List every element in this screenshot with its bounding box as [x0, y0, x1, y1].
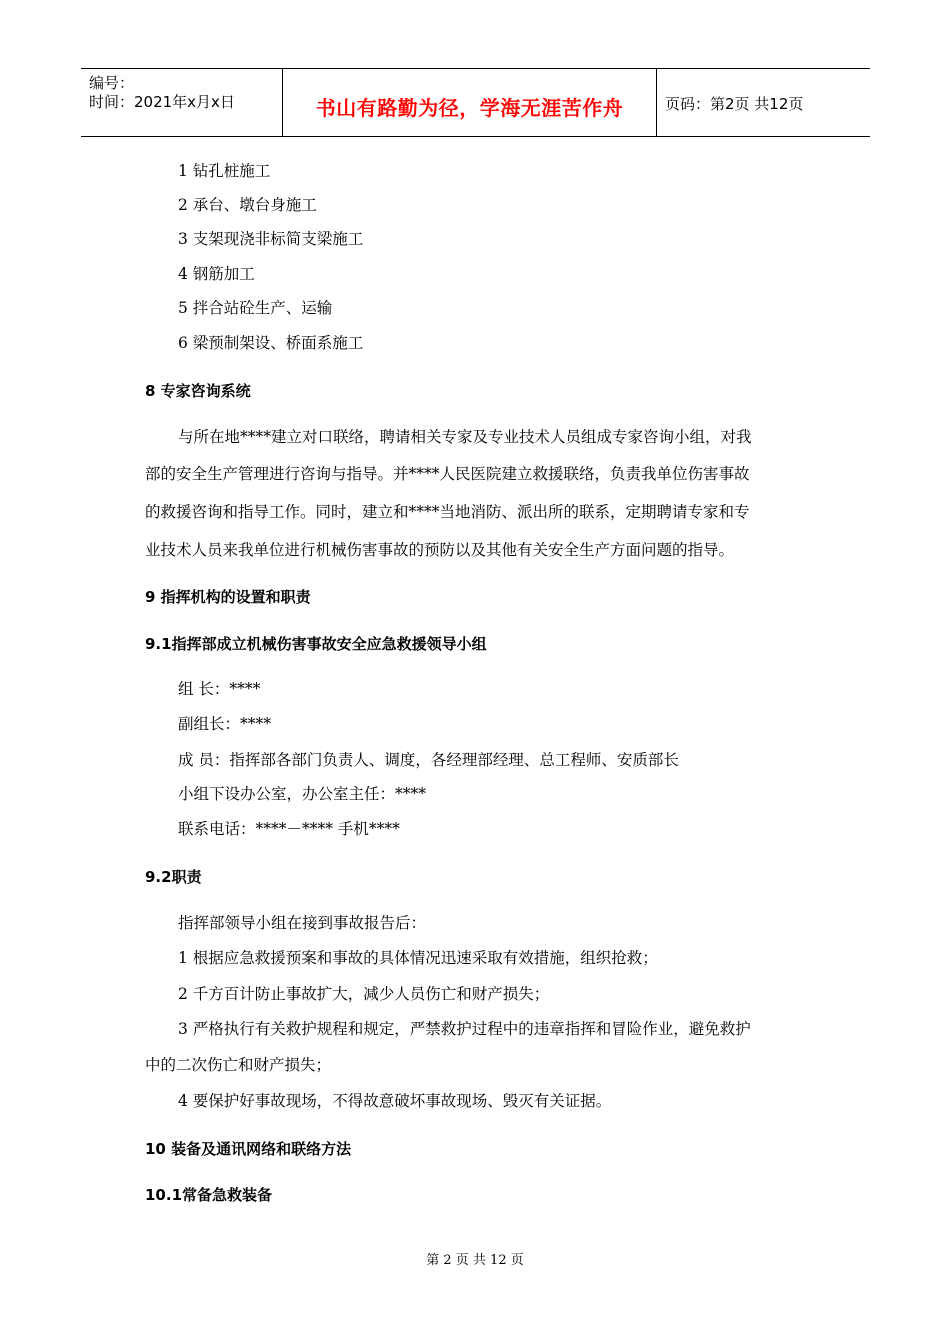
paragraph-line: 的救援咨询和指导工作。同时，建立和****当地消防、派出所的联系，定期聘请专家和专: [145, 503, 750, 521]
list-item: 2 承台、墩台身施工: [178, 196, 317, 214]
list-item: 1 钻孔桩施工: [178, 162, 271, 180]
document-number-label: 编号：: [89, 74, 135, 92]
page-footer: 第 2 页 共 12 页: [426, 1253, 524, 1268]
section-10-heading: 10 装备及通讯网络和联络方法: [145, 1140, 352, 1158]
duty-line: 指挥部领导小组在接到事故报告后：: [178, 914, 427, 932]
list-item: 3 支架现浇非标简支梁施工: [178, 230, 364, 248]
list-item: 5 拌合站砼生产、运输: [178, 299, 333, 317]
header-motto: 书山有路勤为径，学海无涯苦作舟: [315, 96, 624, 120]
paragraph-line: 业技术人员来我单位进行机械伤害事故的预防以及其他有关安全生产方面问题的指导。: [145, 541, 735, 559]
section-8-heading: 8 专家咨询系统: [145, 382, 251, 400]
duty-line: 4 要保护好事故现场，不得故意破坏事故现场、毁灭有关证据。: [178, 1092, 612, 1110]
duty-line: 3 严格执行有关救护规程和规定，严禁救护过程中的违章指挥和冒险作业，避免救护: [178, 1020, 751, 1038]
document-header: [81, 68, 870, 137]
section-9-heading: 9 指挥机构的设置和职责: [145, 588, 311, 606]
member-line: 联系电话：****－**** 手机****: [178, 820, 400, 838]
list-item: 6 梁预制架设、桥面系施工: [178, 334, 364, 352]
member-line: 成 员：指挥部各部门负责人、调度，各经理部经理、总工程师、安质部长: [178, 751, 679, 769]
member-line: 小组下设办公室，办公室主任：****: [178, 785, 427, 803]
header-page-cell: [657, 69, 870, 136]
list-item: 4 钢筋加工: [178, 265, 255, 283]
member-line: 副组长：****: [178, 715, 272, 733]
paragraph-line: 部的安全生产管理进行咨询与指导。并****人民医院建立救援联络，负责我单位伤害事故: [145, 465, 750, 483]
duty-line: 1 根据应急救援预案和事故的具体情况迅速采取有效措施，组织抢救；: [178, 949, 658, 967]
header-page-info: 页码：第2页 共12页: [665, 95, 804, 113]
member-line: 组 长：****: [178, 680, 261, 698]
section-9-1-heading: 9.1指挥部成立机械伤害事故安全应急救援领导小组: [145, 635, 487, 653]
duty-line: 中的二次伤亡和财产损失；: [145, 1056, 332, 1074]
paragraph-line: 与所在地****建立对口联络，聘请相关专家及专业技术人员组成专家咨询小组，对我: [178, 428, 752, 446]
section-9-2-heading: 9.2职责: [145, 868, 202, 886]
header-meta-cell: [81, 69, 281, 136]
section-10-1-heading: 10.1常备急救装备: [145, 1186, 273, 1204]
duty-line: 2 千方百计防止事故扩大，减少人员伤亡和财产损失；: [178, 985, 550, 1003]
header-motto-cell: [282, 69, 657, 136]
document-date-label: 时间：2021年x月x日: [89, 93, 235, 111]
